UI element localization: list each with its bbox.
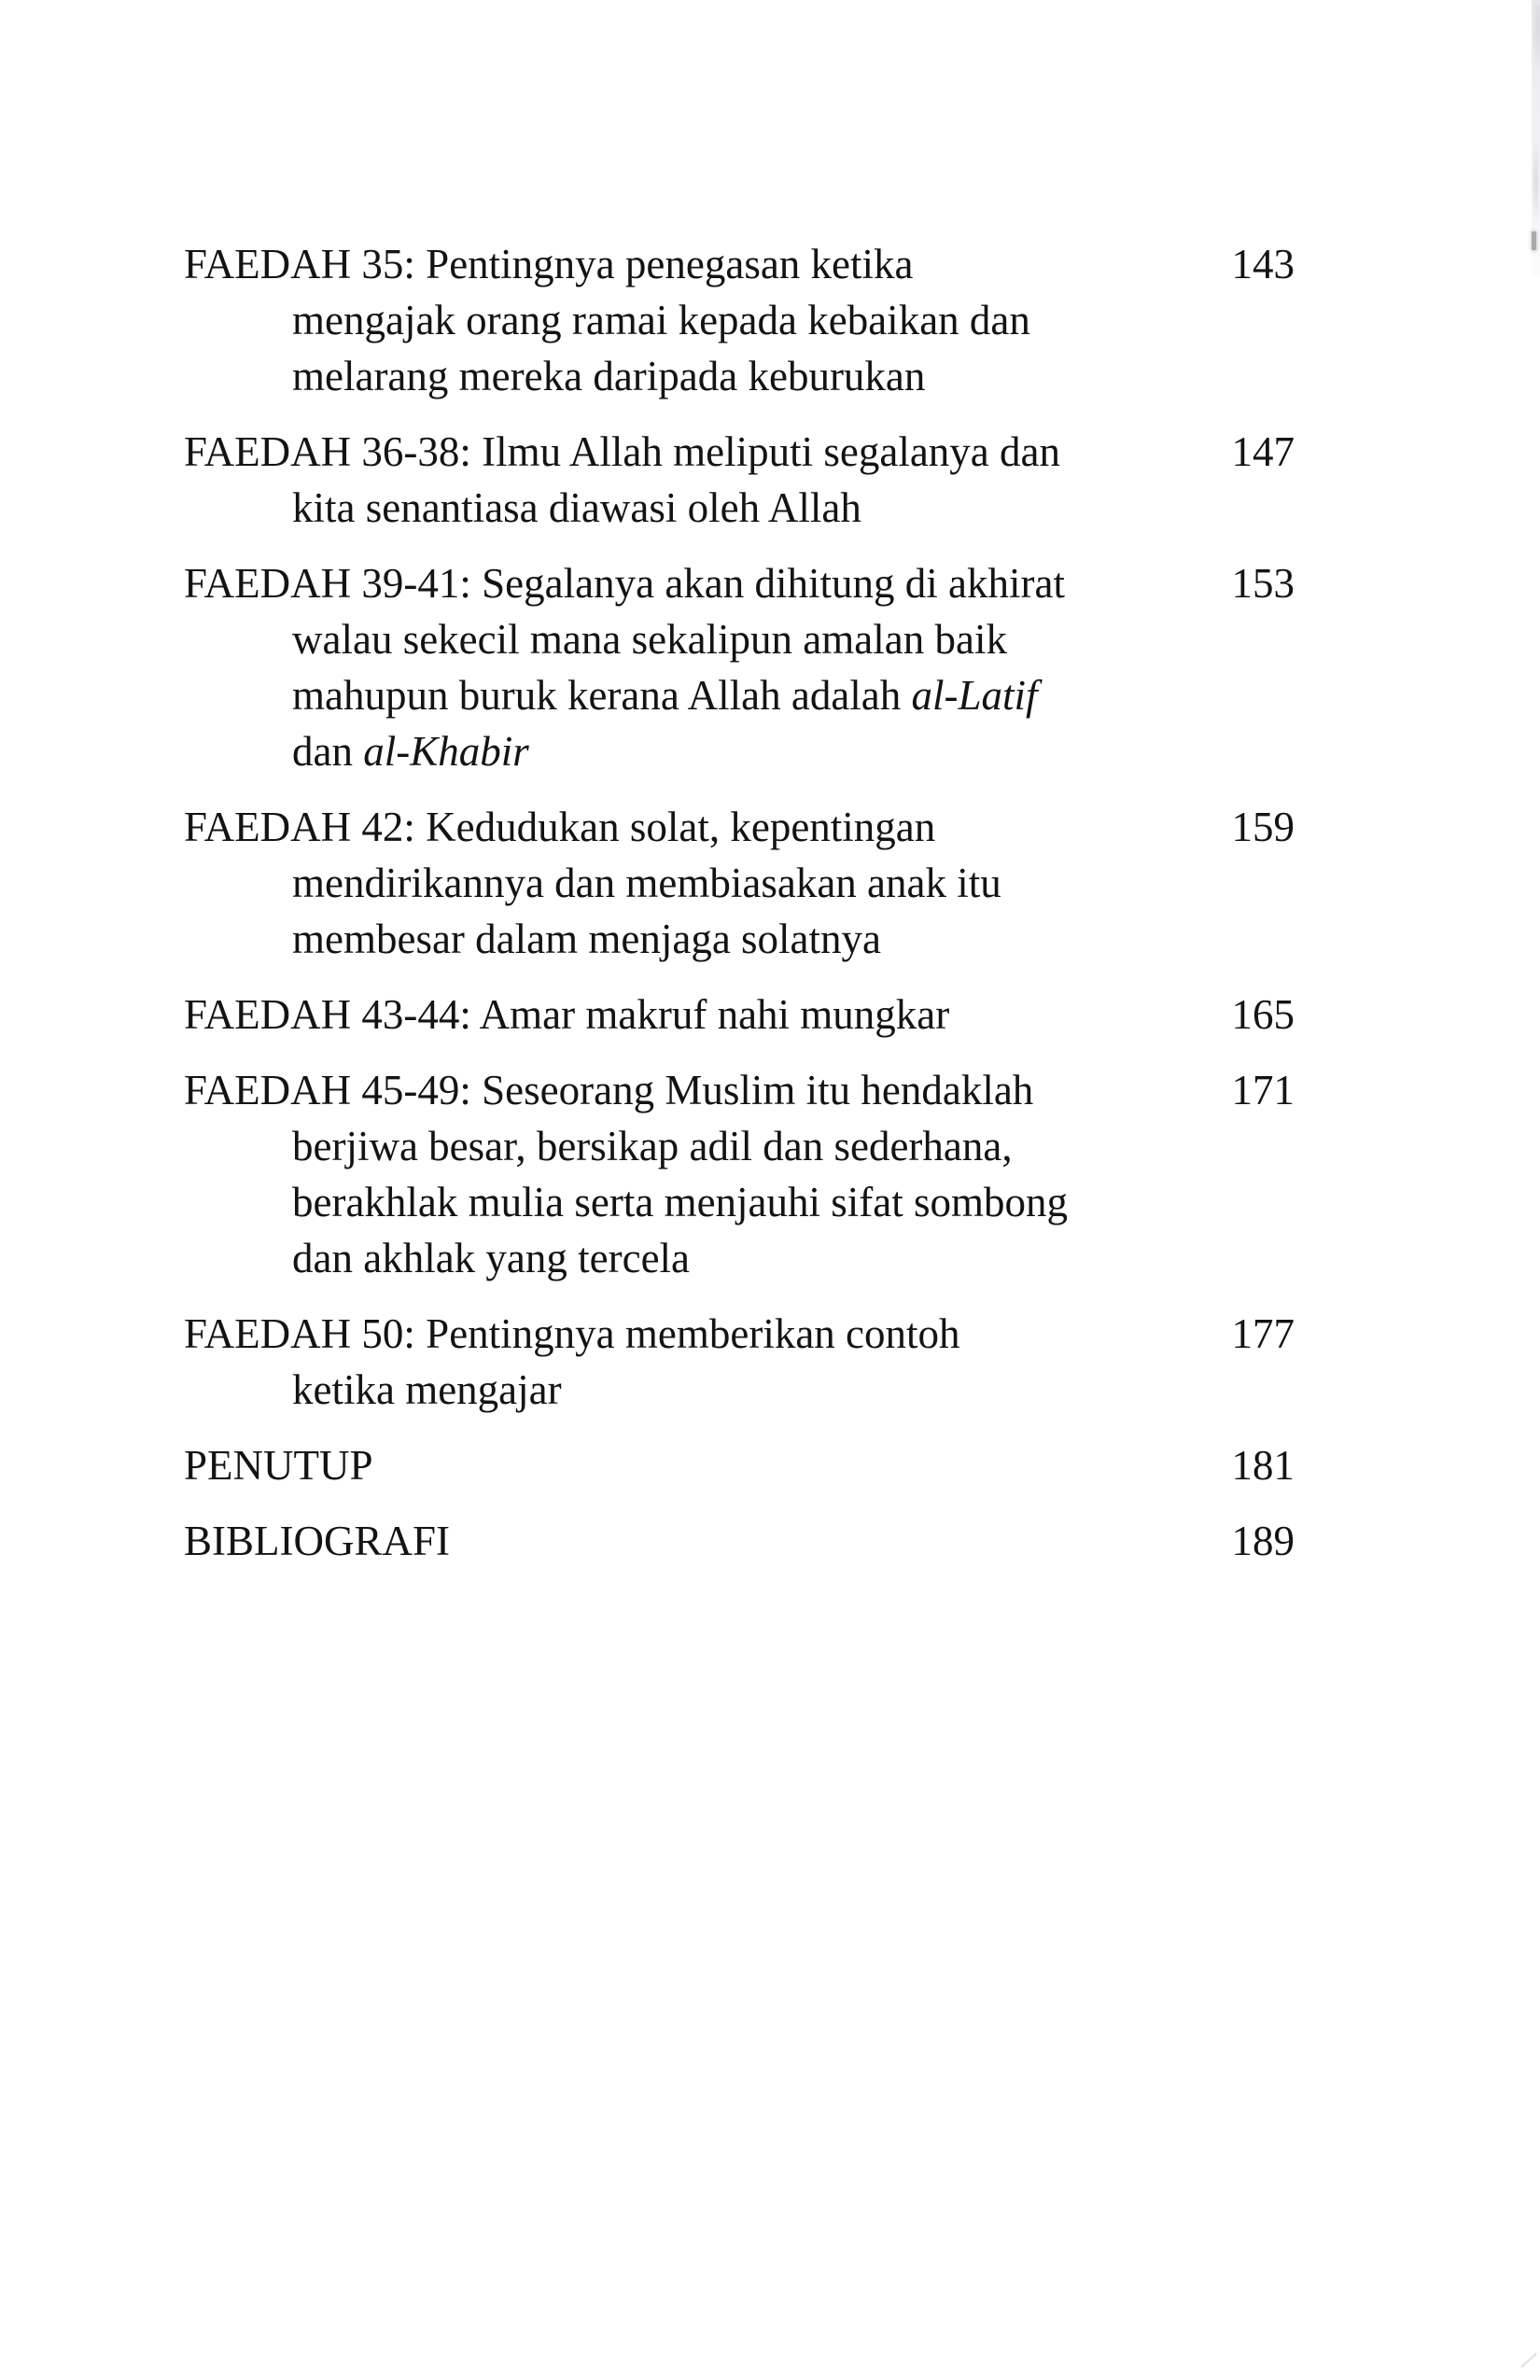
toc-entry-title	[184, 424, 1220, 536]
toc-entry-line	[184, 1118, 1220, 1174]
toc-entry-text-segment: FAEDAH 45-49: Seseorang Muslim itu hendaklah	[184, 1067, 1034, 1113]
toc-entry-line	[184, 611, 1220, 667]
toc-entry-title	[184, 1513, 1220, 1569]
toc-entry-line	[184, 1174, 1220, 1230]
toc-entry-text-segment: walau sekecil mana sekalipun amalan baik	[292, 616, 1007, 663]
toc-entry-page-number: 181	[1231, 1442, 1295, 1489]
toc-entry-page-number: 165	[1231, 991, 1295, 1038]
toc-entry-line	[184, 987, 1220, 1043]
toc-entry-text-segment: FAEDAH 43-44: Amar makruf nahi mungkar	[184, 991, 950, 1038]
toc-entry-line	[184, 911, 1220, 967]
toc-entry-title	[184, 1437, 1220, 1493]
toc-entry-text-segment: dan	[292, 728, 364, 775]
toc-entry-line	[184, 1306, 1220, 1362]
scan-edge-blob	[1532, 140, 1539, 224]
toc-entry	[184, 424, 1295, 536]
toc-entry	[184, 1306, 1295, 1418]
toc-entry-title	[184, 987, 1220, 1043]
toc-entry-text-segment: FAEDAH 36-38: Ilmu Allah meliputi segalanya dan	[184, 428, 1061, 475]
toc-entry-line	[184, 855, 1220, 911]
scan-edge-dark-mark	[1532, 231, 1536, 250]
toc-entry-italic-term: al-Latif	[911, 672, 1038, 719]
toc-entry-line	[184, 723, 1220, 779]
toc-entry-line	[184, 480, 1220, 536]
toc-entry-line	[184, 667, 1220, 723]
toc-entry-line	[184, 292, 1220, 348]
toc-entry-text-segment: FAEDAH 35: Pentingnya penegasan ketika	[184, 241, 914, 287]
toc-entry-text-segment: mendirikannya dan membiasakan anak itu	[292, 860, 1001, 906]
toc-entry-text-segment: FAEDAH 42: Kedudukan solat, kepentingan	[184, 804, 936, 850]
toc-entry-text-segment: BIBLIOGRAFI	[184, 1518, 451, 1564]
toc-entry-line	[184, 799, 1220, 855]
toc-entry-line	[184, 348, 1220, 404]
toc-entry-page-number: 147	[1231, 428, 1295, 475]
toc-entry-title	[184, 1306, 1220, 1418]
table-of-contents	[184, 236, 1295, 1589]
toc-entry	[184, 555, 1295, 779]
toc-entry-text-segment: berjiwa besar, bersikap adil dan sederhana,	[292, 1123, 1013, 1169]
toc-entry-text-segment: melarang mereka daripada keburukan	[292, 353, 926, 399]
toc-entry	[184, 987, 1295, 1043]
toc-entry-line	[184, 1437, 1220, 1493]
toc-entry-page-number: 189	[1231, 1518, 1295, 1564]
toc-entry-line	[184, 1362, 1220, 1418]
scan-corner-artifact	[1520, 2353, 1537, 2368]
toc-entry-page-number: 159	[1231, 804, 1295, 850]
toc-entry-text-segment: FAEDAH 50: Pentingnya memberikan contoh	[184, 1310, 960, 1357]
toc-entry-line	[184, 424, 1220, 480]
toc-entry	[184, 1513, 1295, 1569]
toc-entry-text-segment: berakhlak mulia serta menjauhi sifat sombong	[292, 1179, 1069, 1225]
toc-entry-text-segment: dan akhlak yang tercela	[292, 1235, 691, 1281]
scan-edge-blob	[1532, 6, 1540, 71]
toc-entry	[184, 1062, 1295, 1286]
toc-entry-line	[184, 1062, 1220, 1118]
toc-entry-text-segment: ketika mengajar	[292, 1366, 562, 1413]
toc-entry-line	[184, 236, 1220, 292]
toc-entry-text-segment: kita senantiasa diawasi oleh Allah	[292, 484, 861, 531]
toc-entry-italic-term: al-Khabir	[363, 728, 529, 775]
toc-entry-text-segment: mahupun buruk kerana Allah adalah	[292, 672, 912, 719]
toc-entry-title	[184, 555, 1220, 779]
toc-entry-title	[184, 1062, 1220, 1286]
toc-entry-page-number: 171	[1231, 1067, 1295, 1113]
toc-entry-line	[184, 1230, 1220, 1286]
toc-entry	[184, 1437, 1295, 1493]
toc-entry-page-number: 177	[1231, 1310, 1295, 1357]
toc-entry-text-segment: mengajak orang ramai kepada kebaikan dan	[292, 297, 1030, 343]
toc-entry-text-segment: membesar dalam menjaga solatnya	[292, 916, 882, 962]
toc-entry-page-number: 153	[1231, 560, 1295, 607]
toc-entry-title	[184, 236, 1220, 404]
toc-entry-text-segment: FAEDAH 39-41: Segalanya akan dihitung di akhirat	[184, 560, 1065, 607]
toc-entry-title	[184, 799, 1220, 967]
toc-entry-line	[184, 1513, 1220, 1569]
toc-entry-line	[184, 555, 1220, 611]
toc-entry-page-number: 143	[1231, 241, 1295, 287]
toc-entry	[184, 799, 1295, 967]
toc-entry-text-segment: PENUTUP	[184, 1442, 373, 1489]
toc-entry	[184, 236, 1295, 404]
scan-edge-artifact	[1532, 0, 1540, 276]
